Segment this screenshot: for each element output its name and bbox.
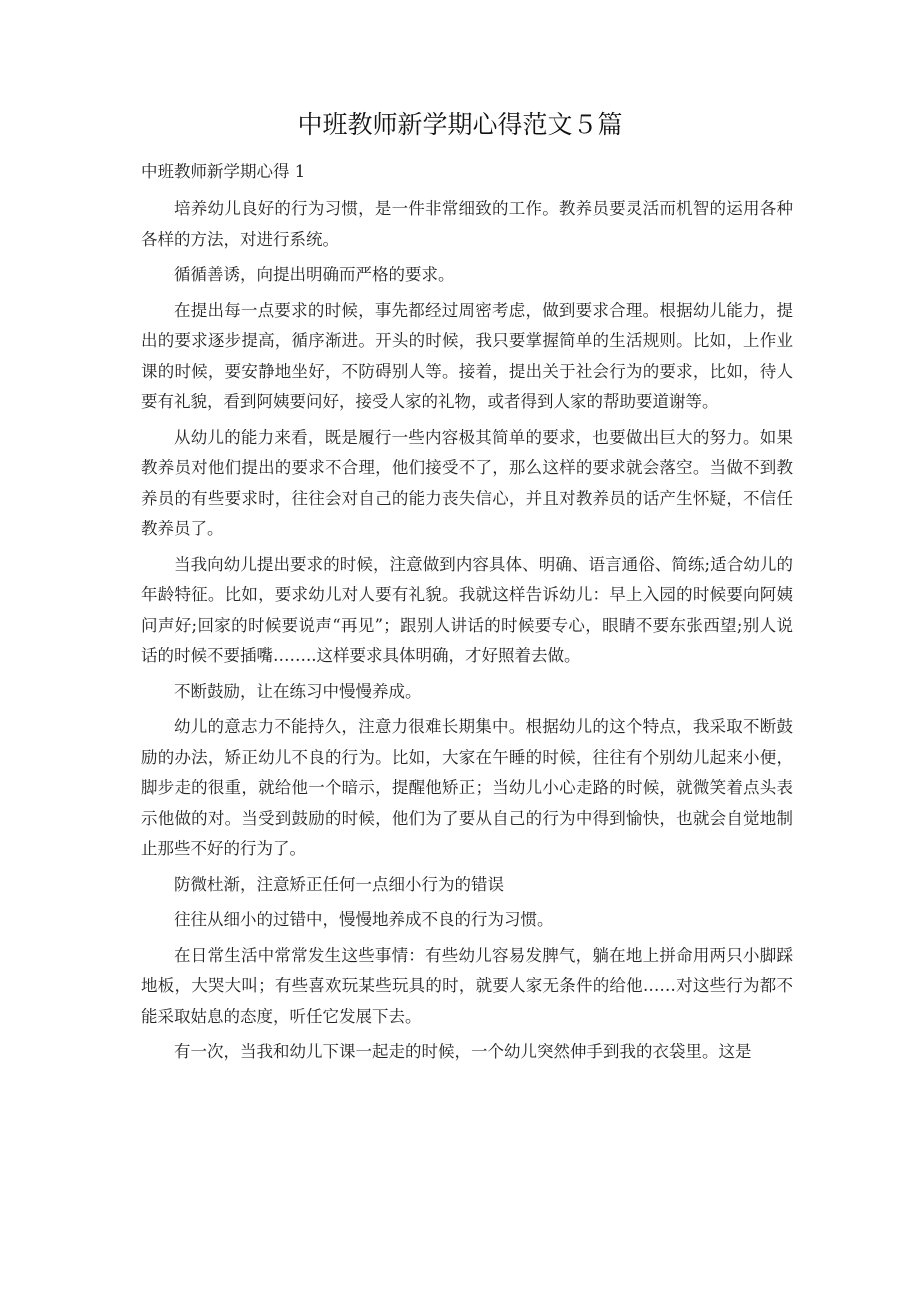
section-subtitle: 中班教师新学期心得 1: [141, 162, 306, 181]
paragraph: 在日常生活中常常发生这些事情：有些幼儿容易发脾气，躺在地上拼命用两只小脚踩地板，大哭大叫；有些喜欢玩某些玩具的时，就要人家无条件的给他……对这些行为都不能采取姑息的态度，听任它发展下去。: [141, 945, 793, 1026]
paragraph: 当我向幼儿提出要求的时候，注意做到内容具体、明确、语言通俗、简练;适合幼儿的年龄特征。比如，要求幼儿对人要有礼貌。我就这样告诉幼儿：早上入园的时候要向阿姨问声好;回家的时候要说声“再见”；跟别人讲话的时候要专心，眼睛不要东张西望;别人说话的时候不要插嘴……..这样要求具体明确，才好照着去做。: [141, 554, 793, 665]
paragraph: 在提出每一点要求的时候，事先都经过周密考虑，做到要求合理。根据幼儿能力，提出的要求逐步提高，循序渐进。开头的时候，我只要掌握简单的生活规则。比如，上作业课的时候，要安静地坐好，不防碍别人等。接着，提出关于社会行为的要求，比如，待人要有礼貌，看到阿姨要问好，接受人家的礼物，或者得到人家的帮助要道谢等。: [141, 300, 793, 411]
document-body: [141, 157, 793, 1068]
paragraph: 培养幼儿良好的行为习惯，是一件非常细致的工作。教养员要灵活而机智的运用各种各样的方法，对进行系统。: [141, 199, 793, 249]
paragraph: 往往从细小的过错中，慢慢地养成不良的行为习惯。: [174, 910, 554, 929]
paragraph: 不断鼓励，让在练习中慢慢养成。: [174, 681, 422, 701]
paragraph: 幼儿的意志力不能持久，注意力很难长期集中。根据幼儿的这个特点，我采取不断鼓励的办法，矫正幼儿不良的行为。比如，大家在午睡的时候，往往有个别幼儿起来小便，脚步走的很重，就给他一个暗示，提醒他矫正；当幼儿小心走路的时候，就微笑着点头表示他做的对。当受到鼓励的时候，他们为了要从自己的行为中得到愉快，也就会自觉地制止那些不好的行为了。: [141, 717, 793, 858]
document-title: 中班教师新学期心得范文５篇: [297, 110, 623, 139]
paragraph: 有一次，当我和幼儿下课一起走的时候，一个幼儿突然伸手到我的衣袋里。这是: [174, 1042, 752, 1061]
paragraph: 循循善诱，向提出明确而严格的要求。: [174, 265, 455, 284]
paragraph: 防微杜渐，注意矫正任何一点细小行为的错误: [174, 874, 504, 894]
paragraph: 从幼儿的能力来看，既是履行一些内容极其简单的要求，也要做出巨大的努力。如果教养员对他们提出的要求不合理，他们接受不了，那么这样的要求就会落空。当做不到教养员的有些要求时，往往会对自己的能力丧失信心，并且对教养员的话产生怀疑，不信任教养员了。: [141, 427, 793, 538]
